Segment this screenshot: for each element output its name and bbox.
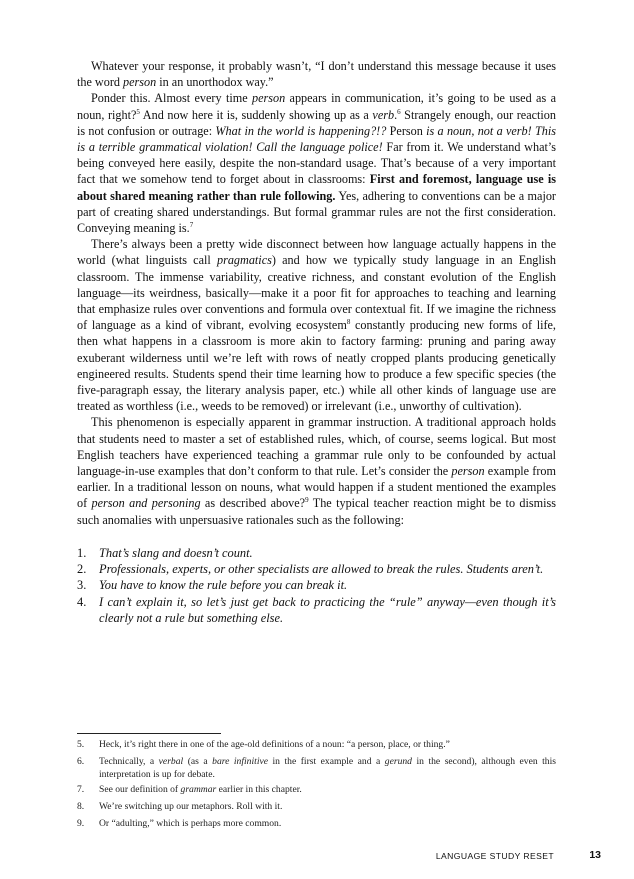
text-run: See our definition of (99, 784, 181, 795)
list-item: 4. I can’t explain it, so let’s just get back to practicing the “rule” anyway—even though it’s clearly not a rule but something else. (77, 594, 556, 625)
text-run: Ponder this. Almost every time (91, 91, 252, 106)
text-run: Whatever your response, it probably wasn’t, “I don’t understand this message because it uses the word (77, 59, 556, 90)
text-run: is a noun, not a verb! This is a terrible grammatical violation! Call the language police! (77, 123, 556, 155)
text-run: First and foremost, language use is about shared meaning rather than rule following. (77, 172, 556, 203)
text-run: person (451, 464, 485, 479)
paragraph-1 (77, 58, 556, 90)
text-run: Far from it. We understand what’s being conveyed here easily, despite the non-standard usage. That’s because of a very important fact that we somehow tend to forget about in classrooms: (77, 140, 557, 187)
text-run: Technically, a (99, 756, 159, 767)
text-run: as described above? (200, 496, 306, 511)
page-body (77, 58, 556, 626)
footnote-ref: 8 (346, 318, 351, 327)
text-run: . (394, 107, 398, 122)
footnote-ref: 6 (397, 107, 401, 116)
text-run: We’re switching up our metaphors. Roll with it. (99, 801, 283, 812)
text-run: person (251, 91, 286, 106)
footnote-9: 9. Or “adulting,” which is perhaps more common. (77, 818, 282, 829)
footnote-ref: 7 (189, 220, 194, 229)
footnote-5: 5. Heck, it’s right there in one of the age-old definitions of a noun: “a person, place, or thing.” (77, 739, 450, 750)
paragraph-2 (77, 90, 556, 236)
page-number: 13 (589, 849, 601, 861)
text-run: bare infinitive (212, 756, 268, 767)
text-run: earlier in this chapter. (216, 784, 302, 795)
text-run: gerund (384, 756, 412, 767)
text-run: pragmatics (217, 253, 272, 268)
text-run: The typical teacher reaction might be to dismiss such anomalies with unpersuasive rationales such as the following: (77, 496, 557, 527)
text-run: And now here it is, suddenly showing up as a (139, 107, 373, 122)
text-run: appears in communication, it’s going to be used as a noun, right? (77, 91, 556, 122)
paragraph-4 (77, 414, 556, 527)
text-run: Yes, adhering to conventions can be a major part of creating shared understandings. But formal grammar rules are not the first consideration. Conveying meaning is. (77, 188, 556, 236)
footnote-ref: 9 (305, 496, 309, 505)
text-run: in an unorthodox way.” (156, 75, 274, 90)
running-head: LANGUAGE STUDY RESET (435, 851, 554, 861)
text-run: Strangely enough, our reaction is not confusion or outrage: (77, 107, 556, 138)
list-item: 1. That’s slang and doesn’t count. (77, 545, 253, 560)
footnote-6: 6. Technically, a verbal (as a bare infinitive in the first example and a gerund in the second), although even this interpretation is up for debate. (77, 756, 556, 780)
text-run: What in the world is happening?!? (215, 123, 390, 138)
footnote-ref: 5 (136, 107, 140, 116)
footnote-8: 8. We’re switching up our metaphors. Roll with it. (77, 801, 283, 812)
text-run: ) and how we typically study language in an English classroom. The immense variability, creative richness, and constant evolution of the English language—its weirdness, basically—make it a poor fit for approaches to teaching and learning that emphasize rules over conventions and formula over contextual fit. If we imagine the richness of language as a kind of vibrant, evolving ecosystem (77, 253, 557, 333)
list-item: 3. You have to know the rule before you can break it. (77, 578, 348, 593)
text-run: in the first example and a (268, 756, 385, 767)
text-run: Person (389, 123, 423, 138)
text-run: grammar (180, 784, 217, 795)
text-run: person (123, 75, 157, 90)
text-run: Or “adulting,” which is perhaps more common. (99, 818, 282, 829)
text-run: There’s always been a pretty wide disconnect between how language actually happens in the world (what linguists call (77, 237, 556, 268)
text-run: (as a (183, 756, 213, 767)
paragraph-3 (77, 236, 556, 414)
list-item: 2. Professionals, experts, or other specialists are allowed to break the rules. Students aren’t. (77, 562, 544, 577)
footnote-7: 7. See our definition of grammar earlier in this chapter. (77, 784, 302, 795)
text-run: constantly producing new forms of life, then what happens in a classroom is more akin to factory farming: pruning and paring away exuberant wilderness until we’re left with rows of neatly cropped plants producing genetically engineered results. Students spend their time learning how to produce a few specific species (the five-paragraph essay, the literary analysis paper, etc.) while all other kinds of language use are treated as worthless (i.e., weeds to be removed) or irrelevant (i.e., unworthy of cultivation). (77, 318, 556, 414)
rationales-list (77, 545, 556, 626)
text-run: Heck, it’s right there in one of the age-old definitions of a noun: “a person, place, or thing.” (99, 739, 450, 750)
text-run: verbal (158, 756, 184, 767)
text-run: example from earlier. In a traditional lesson on nouns, what would happen if a student mentioned the examples of (77, 464, 556, 511)
text-run: This phenomenon is especially apparent in grammar instruction. A traditional approach holds that students need to master a set of established rules, which, of course, seems logical. But most English teachers have experienced teaching a grammar rule only to be confounded by actual language-in-use examples that don’t conform to that rule. Let’s consider the (77, 415, 556, 479)
footnote-divider (77, 733, 221, 734)
text-run: person and personing (91, 496, 201, 511)
text-run: in the second), although even this interpretation is up for debate. (99, 756, 556, 780)
text-run: verb (372, 107, 395, 122)
